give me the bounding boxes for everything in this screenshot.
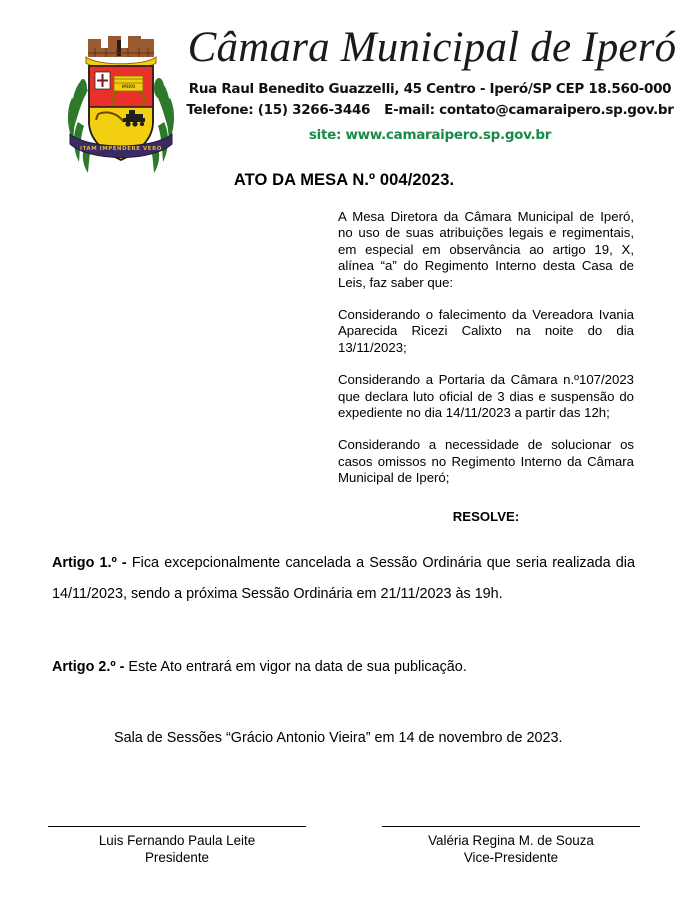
preamble-paragraph: A Mesa Diretora da Câmara Municipal de Iperó, no uso de suas atribuições legais e regimentais, em especial em observância ao artigo 19, X, alínea “a” do Regimento Interno desta Casa de Leis, faz saber que: xyxy=(338,209,634,290)
signature-vice-president xyxy=(382,826,640,866)
considerando-3: Considerando a necessidade de solucionar os casos omissos no Regimento Interno da Câmara Municipal de Iperó; xyxy=(338,437,634,486)
preamble-block xyxy=(338,209,634,525)
signature-name: Valéria Regina M. de Souza xyxy=(428,833,594,848)
signature-role: Presidente xyxy=(144,850,210,865)
email-label: E-mail: contato@camaraipero.sp.gov.br xyxy=(384,102,674,118)
considerando-1: Considerando o falecimento da Vereadora Ivania Aparecida Ricezi Calixto na noite do dia 13/11/2023; xyxy=(338,307,634,355)
signature-name: Luis Fernando Paula Leite xyxy=(98,833,256,848)
article-2-label: Artigo 2.º - xyxy=(52,659,129,675)
svg-text:IPERÓ: IPERÓ xyxy=(121,84,136,89)
articles-block xyxy=(52,548,635,754)
article-2 xyxy=(52,652,635,683)
document-title: ATO DA MESA N.º 004/2023. xyxy=(233,171,455,189)
svg-text:ITAM IMPENDERE VERO: ITAM IMPENDERE VERO xyxy=(79,146,163,152)
article-1 xyxy=(52,548,635,610)
organization-title: Câmara Municipal de Iperó xyxy=(187,24,677,71)
article-2-wrapper xyxy=(52,652,635,683)
letterhead xyxy=(0,22,688,172)
signature-block xyxy=(0,826,688,866)
address-line: Rua Raul Benedito Guazzelli, 45 Centro - Iperó/SP CEP 18.560-000 xyxy=(188,81,672,97)
resolve-heading: RESOLVE: xyxy=(452,508,520,524)
website-line: site: www.camaraipero.sp.gov.br xyxy=(308,127,552,143)
closing-line: Sala de Sessões “Grácio Antonio Vieira” em 14 de novembro de 2023. xyxy=(114,730,563,746)
coat-of-arms-icon xyxy=(62,30,180,180)
signature-role: Vice-Presidente xyxy=(463,850,559,865)
considerando-2: Considerando a Portaria da Câmara n.º107/2023 que declara luto oficial de 3 dias e suspensão do expediente no dia 14/11/2023 a partir das 12h; xyxy=(338,372,634,421)
contact-line xyxy=(180,100,680,121)
letterhead-text xyxy=(180,22,680,146)
signature-rule xyxy=(382,826,640,827)
article-1-text: Fica excepcionalmente cancelada a Sessão Ordinária que seria realizada dia 14/11/2023, sendo a próxima Sessão Ordinária em 21/11/2023 às 19h. xyxy=(52,555,635,602)
article-1-label: Artigo 1.º - xyxy=(52,555,132,571)
phone-label: Telefone: (15) 3266-3446 xyxy=(186,102,371,118)
article-2-text: Este Ato entrará em vigor na data de sua publicação. xyxy=(128,659,467,675)
signature-rule xyxy=(48,826,306,827)
signature-president xyxy=(48,826,306,866)
